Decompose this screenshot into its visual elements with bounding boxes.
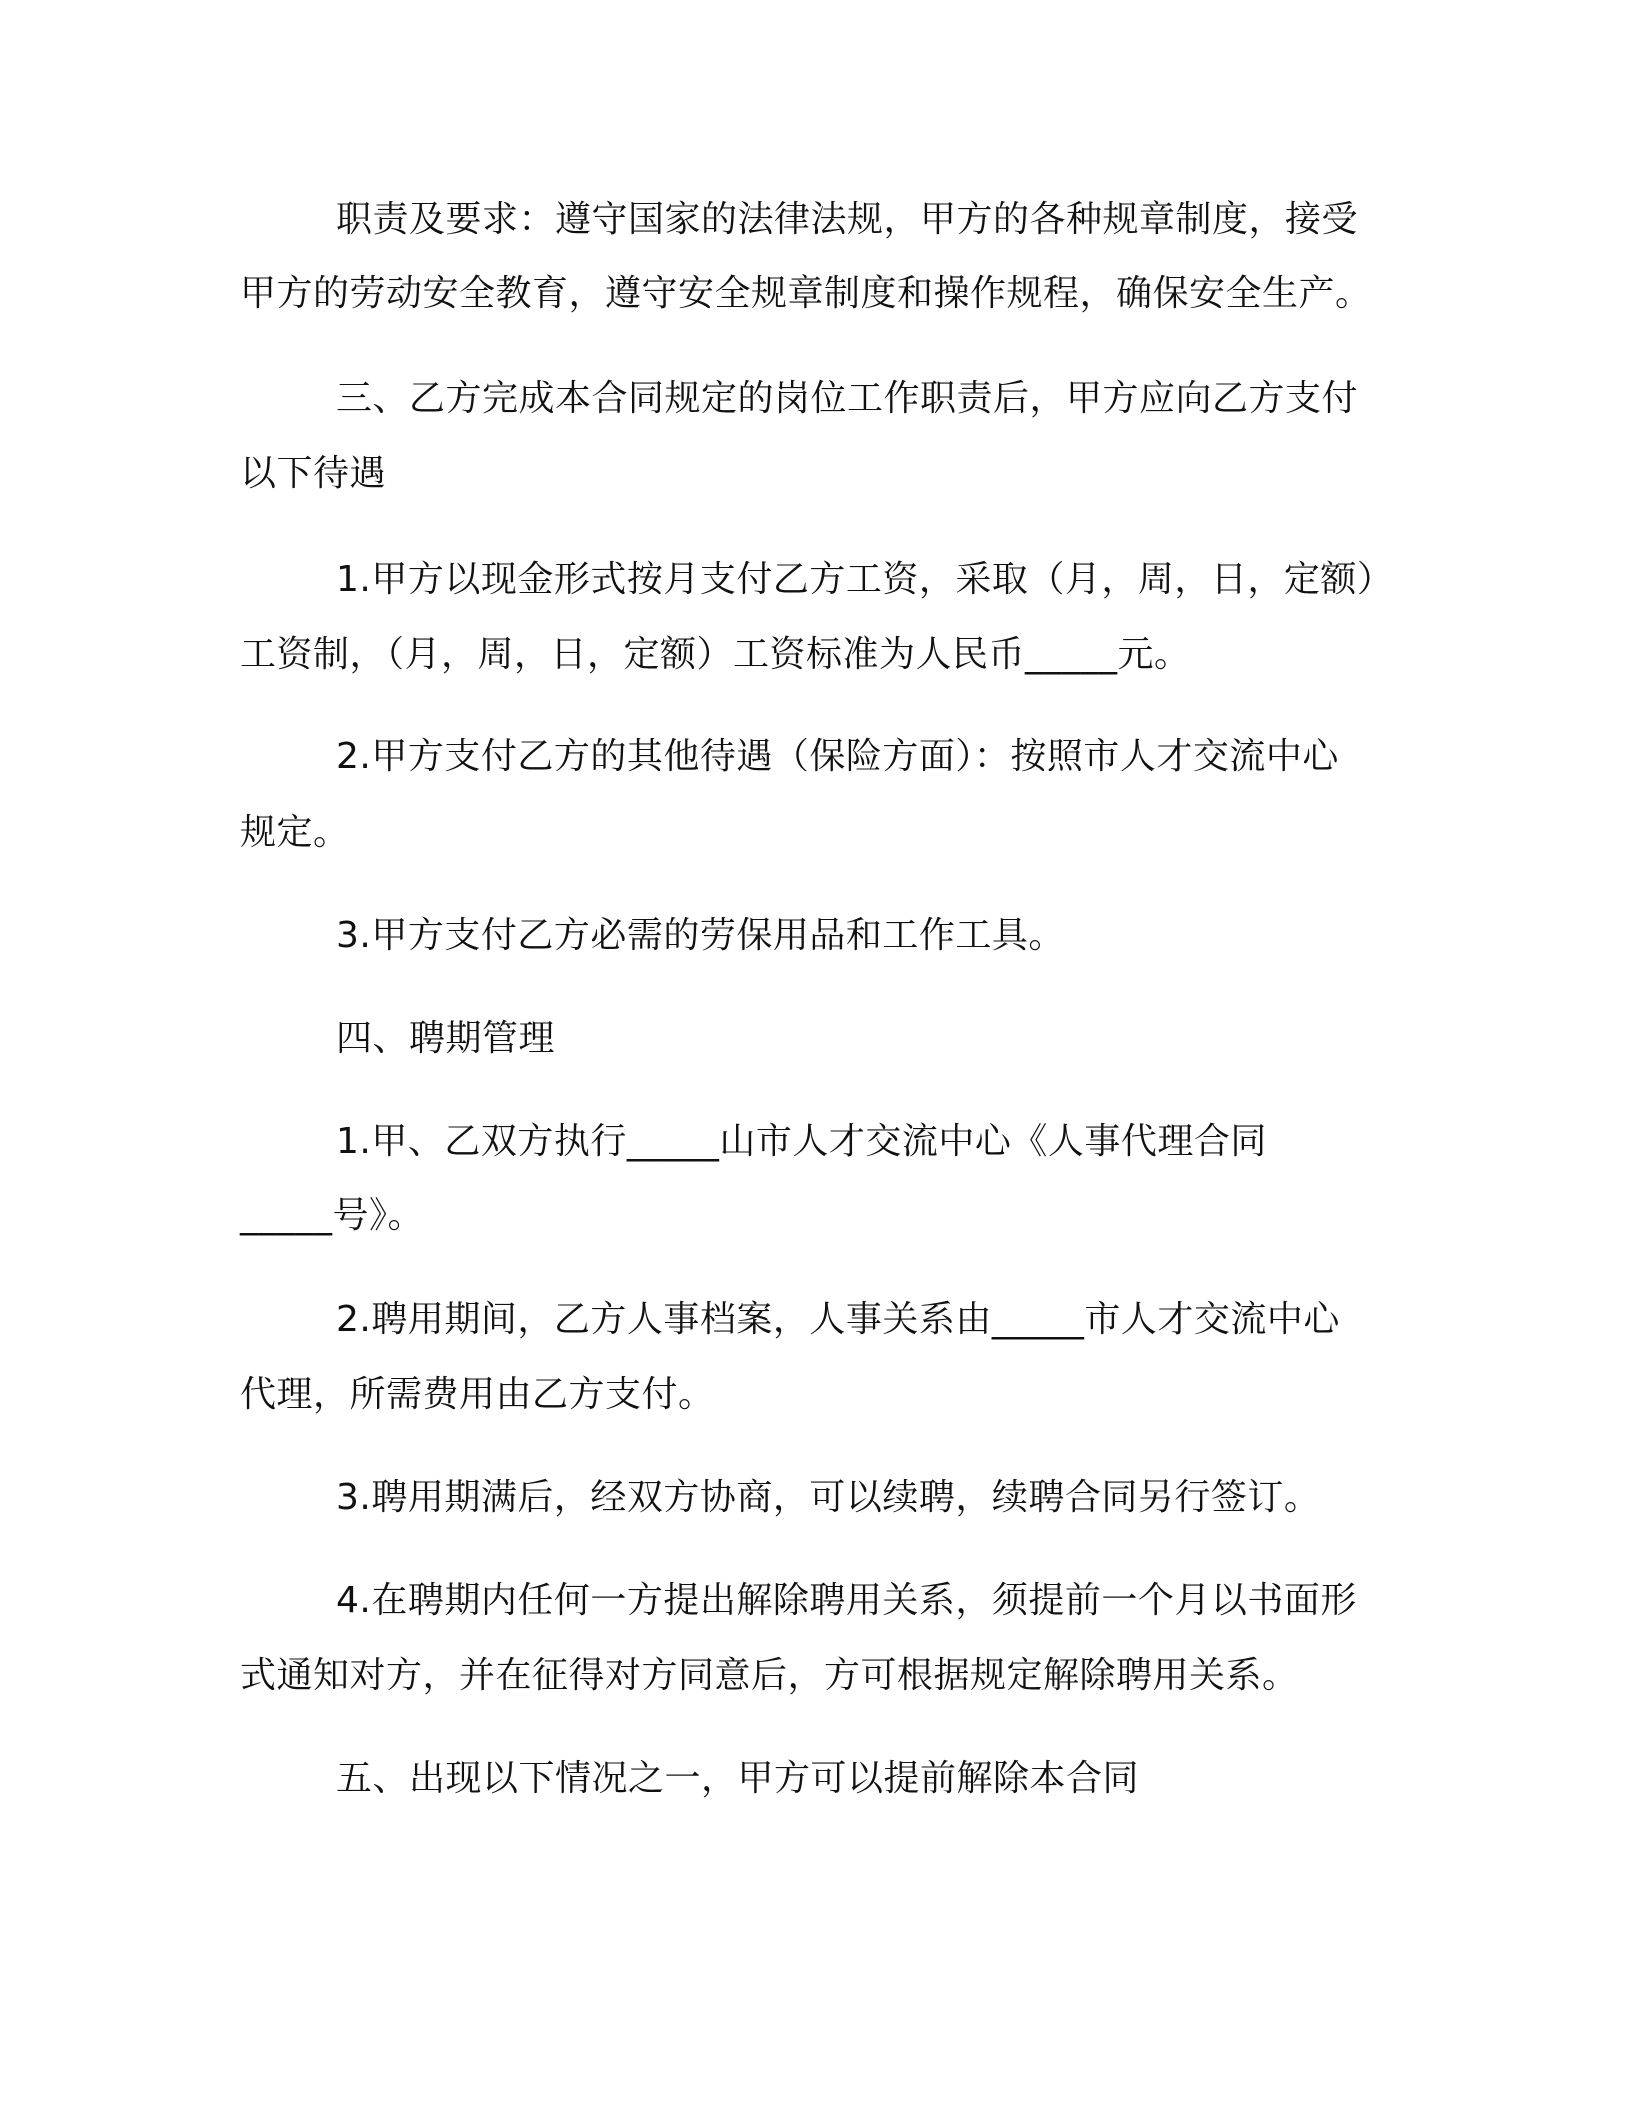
section-heading-line: 四、聘期管理: [336, 1018, 556, 1059]
paragraph-line: 3.聘用期满后，经双方协商，可以续聘，续聘合同另行签订。: [336, 1477, 1321, 1518]
paragraph-line: 甲方的劳动安全教育，遵守安全规章制度和操作规程，确保安全生产。: [240, 273, 1372, 314]
paragraph-line: 2.聘用期间，乙方人事档案，人事关系由_____市人才交流中心: [336, 1299, 1340, 1340]
section-heading-line: 以下待遇: [240, 453, 387, 494]
paragraph-line: 3.甲方支付乙方必需的劳保用品和工作工具。: [336, 915, 1065, 956]
paragraph-line: 2.甲方支付乙方的其他待遇（保险方面）：按照市人才交流中心: [336, 736, 1339, 777]
paragraph-line: 代理，所需费用由乙方支付。: [240, 1374, 715, 1415]
paragraph-line: 职责及要求：遵守国家的法律法规，甲方的各种规章制度，接受: [336, 199, 1359, 240]
paragraph-line: 1.甲、乙双方执行_____山市人才交流中心《人事代理合同: [336, 1121, 1267, 1162]
paragraph-line: 规定。: [240, 812, 350, 853]
paragraph-line: 式通知对方，并在征得对方同意后，方可根据规定解除聘用关系。: [240, 1655, 1299, 1696]
section-heading-line: 五、出现以下情况之一，甲方可以提前解除本合同: [336, 1758, 1140, 1799]
paragraph-line: 工资制，（月，周，日，定额）工资标准为人民币_____元。: [240, 634, 1191, 675]
section-heading-line: 三、乙方完成本合同规定的岗位工作职责后，甲方应向乙方支付: [336, 378, 1359, 419]
paragraph-line: 1.甲方以现金形式按月支付乙方工资，采取（月，周，日，定额）: [336, 559, 1394, 600]
paragraph-line: _____号》。: [240, 1195, 425, 1236]
paragraph-line: 4.在聘期内任何一方提出解除聘用关系，须提前一个月以书面形: [336, 1580, 1357, 1621]
